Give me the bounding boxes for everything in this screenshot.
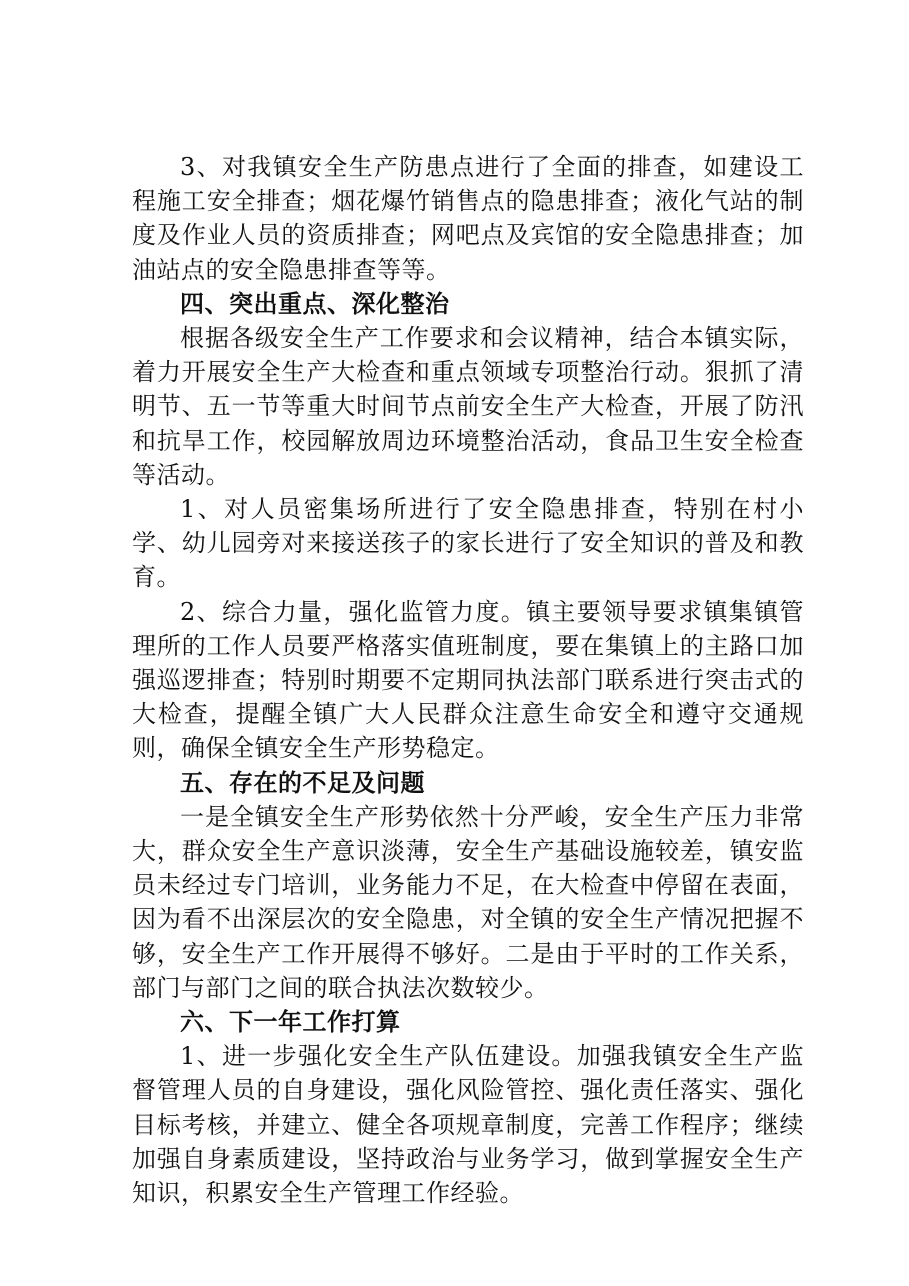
heading-section-4: 四、突出重点、深化整治: [180, 289, 450, 318]
paragraph-section-5-body: 一是全镇安全生产形势依然十分严峻，安全生产压力非常大，群众安全生产意识淡薄，安全生产基础设施较差，镇安监员未经过专门培训，业务能力不足，在大检查中停留在表面，因为看不出深层次的安全隐患，对全镇的安全生产情况把握不够，安全生产工作开展得不够好。二是由于平时的工作关系，部门与部门之间的联合执法次数较少。: [132, 802, 804, 1002]
paragraph-section-4-intro: 根据各级安全生产工作要求和会议精神，结合本镇实际，着力开展安全生产大检查和重点领域专项整治行动。狠抓了清明节、五一节等重大时间节点前安全生产大检查，开展了防汛和抗旱工作，校园解放周边环境整治活动，食品卫生安全检查等活动。: [132, 324, 804, 489]
paragraph-section-6-item-1: 1、进一步强化安全生产队伍建设。加强我镇安全生产监督管理人员的自身建设，强化风险管控、强化责任落实、强化目标考核，并建立、健全各项规章制度，完善工作程序；继续加强自身素质建设，坚持政治与业务学习，做到掌握安全生产知识，积累安全生产管理工作经验。: [132, 1042, 804, 1208]
heading-section-5: 五、存在的不足及问题: [180, 768, 425, 797]
paragraph-section-4-item-2: 2、综合力量，强化监管力度。镇主要领导要求镇集镇管理所的工作人员要严格落实值班制度，要在集镇上的主路口加强巡逻排查；特别时期要不定期同执法部门联系进行突击式的大检查，提醒全镇广大人民群众注意生命安全和遵守交通规则，确保全镇安全生产形势稳定。: [132, 597, 804, 763]
document-body: [132, 150, 804, 1210]
paragraph-section-4-item-1: 1、对人员密集场所进行了安全隐患排查，特别在村小学、幼儿园旁对来接送孩子的家长进行了安全知识的普及和教育。: [132, 495, 804, 592]
paragraph-hazard-inspection: 3、对我镇安全生产防患点进行了全面的排查，如建设工程施工安全排查；烟花爆竹销售点的隐患排查；液化气站的制度及作业人员的资质排查；网吧点及宾馆的安全隐患排查；加油站点的安全隐患排查等等。: [132, 153, 804, 284]
heading-section-6: 六、下一年工作打算: [180, 1008, 401, 1037]
